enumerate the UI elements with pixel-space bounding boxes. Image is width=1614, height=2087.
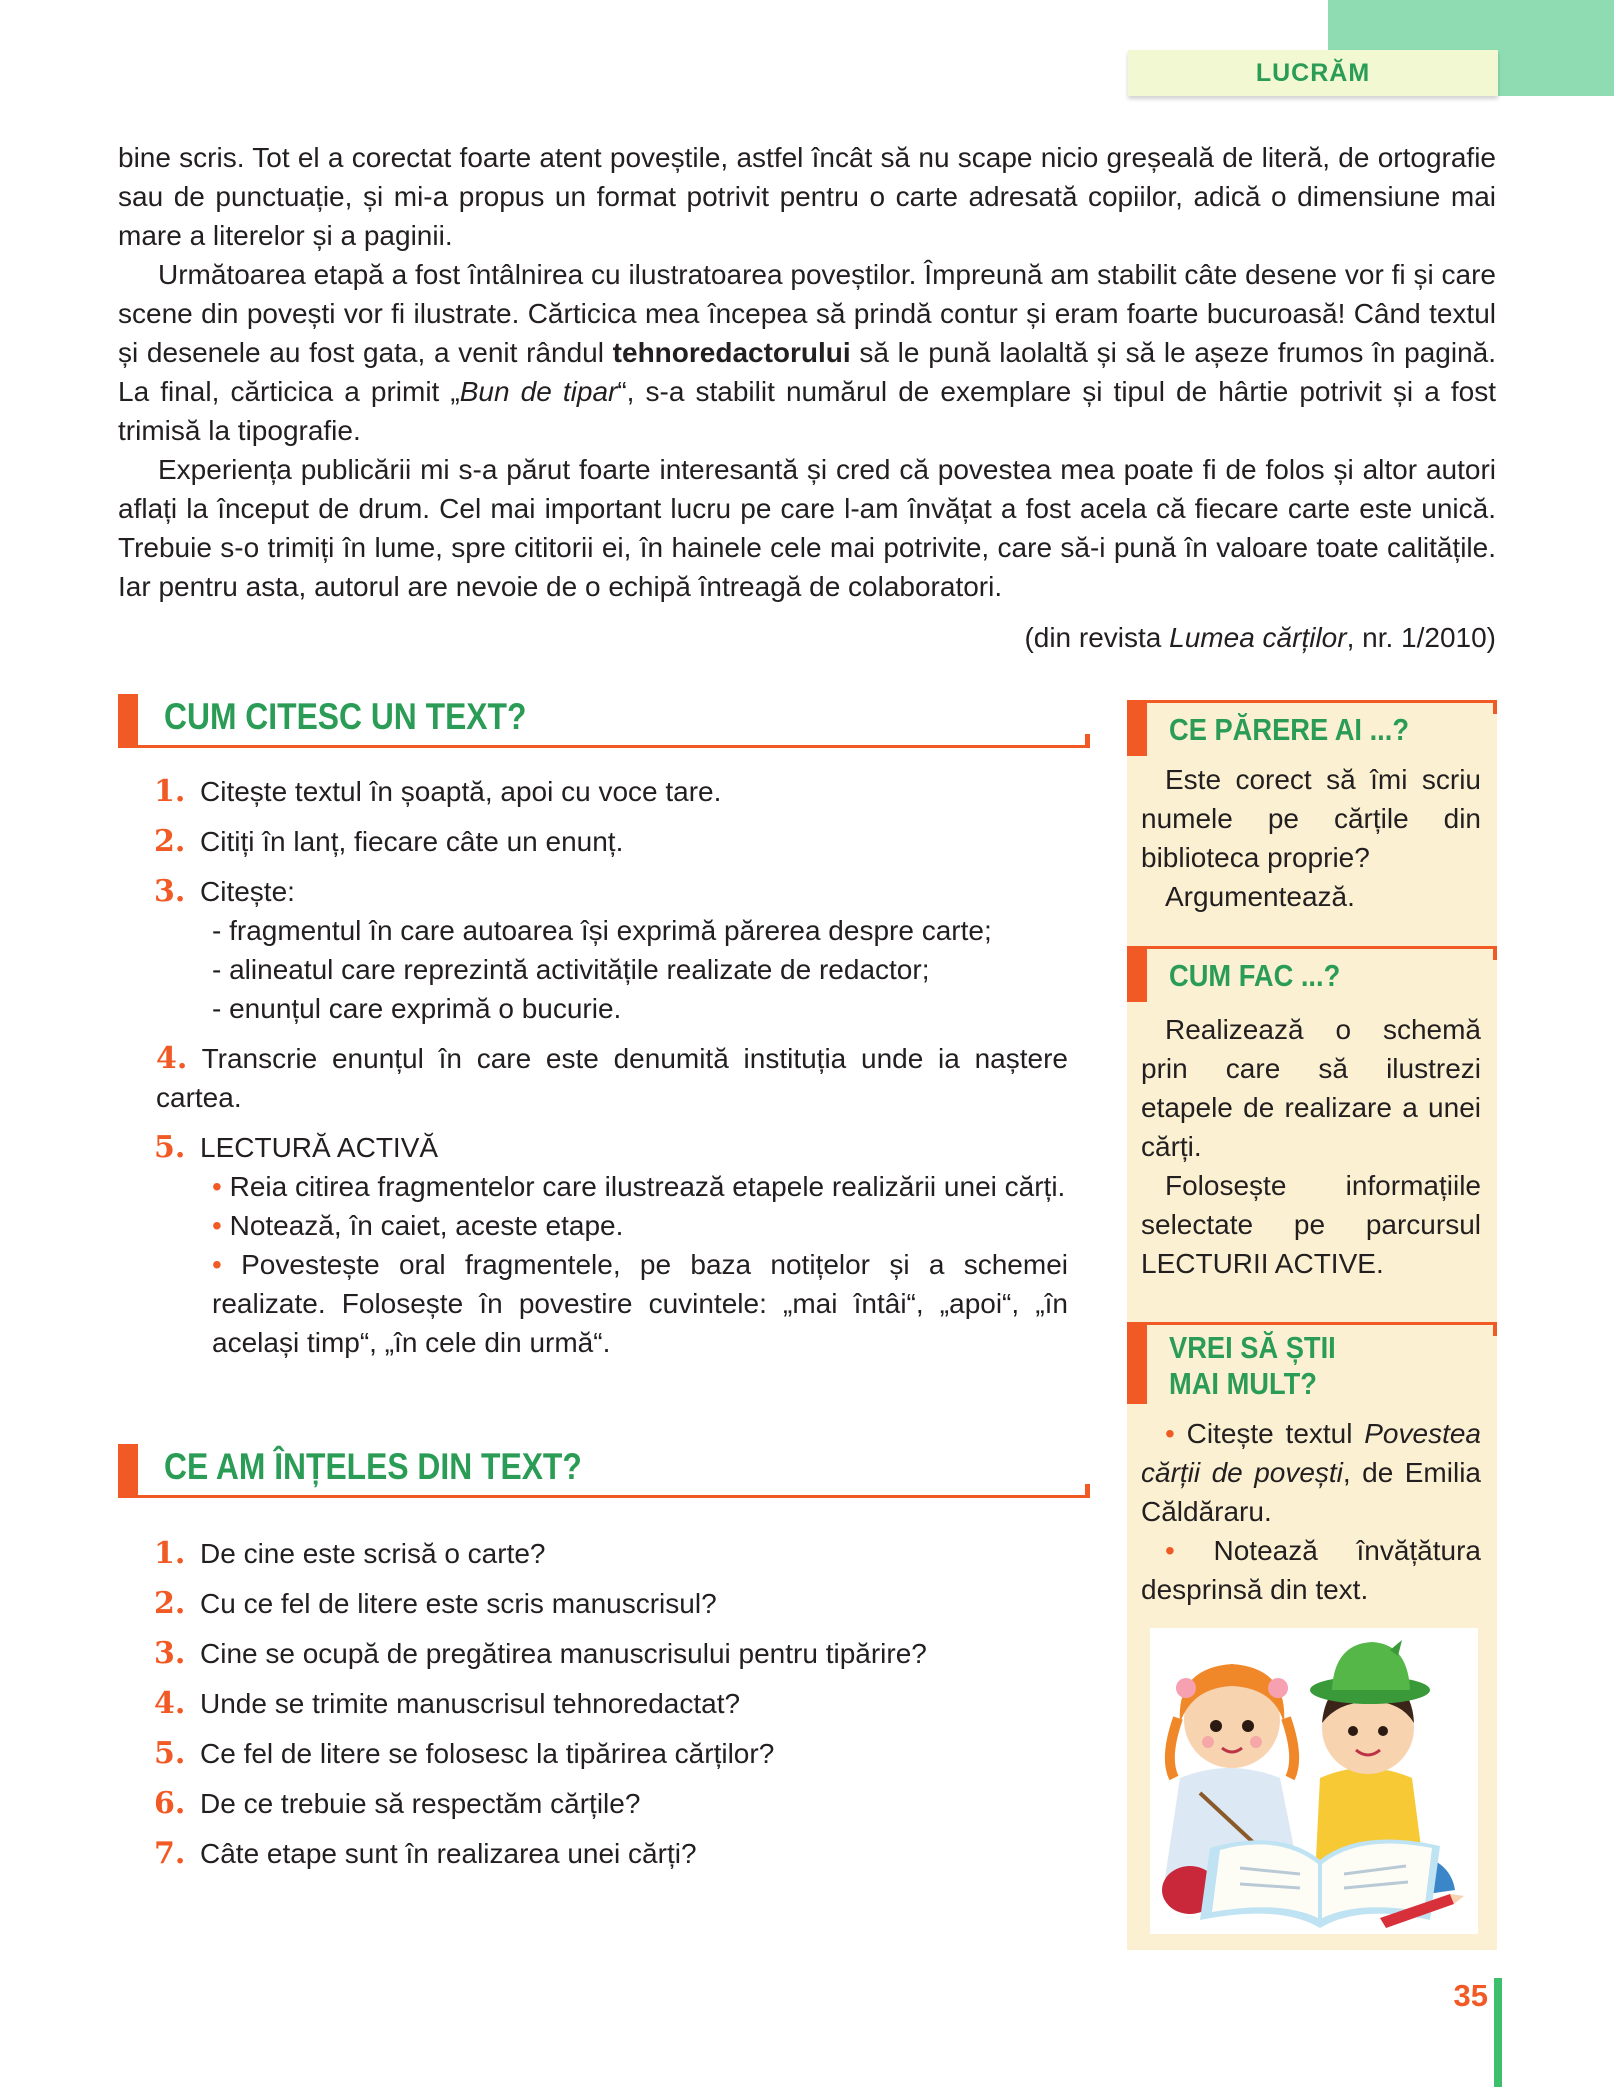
sub-item: - fragmentul în care autoarea își exprimă părerea despre carte; bbox=[212, 915, 992, 946]
list-item: 1. De cine este scrisă o carte? bbox=[154, 1536, 546, 1571]
sidebar-text-how: Realizează o schemă prin care să ilustrezi etapele de realizare a unei cărți. Folosește informațiile selectate pe parcursul LECTURII ACTIVE. bbox=[1141, 1014, 1481, 1279]
bullet-icon: • bbox=[212, 1249, 222, 1280]
list-item: 6. De ce trebuie să respectăm cărțile? bbox=[154, 1786, 641, 1821]
list-item: 7. Câte etape sunt în realizarea unei cărți? bbox=[154, 1836, 697, 1871]
list-item: 3. Citește: - fragmentul în care autoarea își exprimă părerea despre carte; - alineatul care reprezintă activitățile realizate de redactor; - enunțul care exprimă o bucurie. bbox=[118, 872, 1068, 1028]
reading-tasks-list bbox=[118, 772, 1068, 1373]
list-item: 3. Cine se ocupă de pregătirea manuscrisului pentru tipărire? bbox=[154, 1636, 927, 1671]
sub-item: - enunțul care exprimă o bucurie. bbox=[212, 993, 622, 1024]
section-heading-reading bbox=[118, 694, 1090, 748]
sidebar-heading-opinion: CE PĂRERE AI ...? bbox=[1127, 700, 1497, 756]
bold-term: tehnoredactorului bbox=[612, 337, 851, 368]
sidebar-heading-more: VREI SĂ ȘTII MAI MULT? bbox=[1127, 1322, 1497, 1404]
section-tab-label: LUCRĂM bbox=[1128, 50, 1498, 96]
list-item: 1. Citește textul în șoaptă, apoi cu voce tare. bbox=[154, 774, 722, 809]
bullet-icon: • bbox=[212, 1171, 222, 1202]
list-item: 2. Cu ce fel de litere este scris manuscrisul? bbox=[154, 1586, 717, 1621]
bullet-item: • Notează, în caiet, aceste etape. bbox=[212, 1210, 624, 1241]
sub-item: - alineatul care reprezintă activitățile realizate de redactor; bbox=[212, 954, 930, 985]
page-number-bar bbox=[1494, 1978, 1502, 2087]
italic-term: Bun de tipar bbox=[459, 376, 618, 407]
list-item: 2. Citiți în lanț, fiecare câte un enunț. bbox=[154, 824, 624, 859]
sidebar-text-more: • Citește textul Povestea cărții de povești, de Emilia Căldăraru. • Notează învățătura desprinsă din text. bbox=[1141, 1418, 1481, 1605]
intro-paragraph-1: bine scris. Tot el a corectat foarte atent poveștile, astfel încât să nu scape nicio greșeală de literă, de ortografie sau de punctuație, și mi-a propus un format potrivit pentru o carte adresată copiilor, adică o dimensiune mai mare a literelor și a paginii. bbox=[118, 142, 1496, 251]
list-item: 5. Ce fel de litere se folosesc la tipărirea cărților? bbox=[154, 1736, 775, 1771]
page-number: 35 bbox=[1453, 1978, 1488, 2013]
intro-paragraph-3: Experiența publicării mi s-a părut foarte interesantă și cred că povestea mea poate fi de folos și altor autori aflați la început de drum. Cel mai important lucru pe care l-am învățat a fost acela că fiecare carte este unică. Trebuie s-o trimiți în lume, spre cititorii ei, în hainele cele mai potrivite, care să-i pună în valoare toate calitățile. Iar pentru asta, autorul are nevoie de o echipă întreagă de colaboratori. bbox=[118, 454, 1496, 602]
source-citation: (din revista Lumea cărților, nr. 1/2010) bbox=[1024, 622, 1496, 653]
comprehension-questions-list bbox=[118, 1534, 1068, 1884]
list-item: 5. LECTURĂ ACTIVĂ • Reia citirea fragmentelor care ilustrează etapele realizării unei cărți. • Notează, în caiet, aceste etape. • Povestește oral fragmentele, pe baza notițelor și a schemei realizate. Folosește în povestire cuvintele: „mai întâi“, „apoi“, „în același timp“, „în cele din urmă“. bbox=[118, 1128, 1068, 1362]
section-title: CUM CITESC UN TEXT? bbox=[164, 696, 527, 737]
bullet-item: • Reia citirea fragmentelor care ilustrează etapele realizării unei cărți. bbox=[212, 1171, 1066, 1202]
intro-paragraph-2: Următoarea etapă a fost întâlnirea cu ilustratoarea poveștilor. Împreună am stabilit câte desene vor fi și care scene din povești vor fi ilustrate. Cărticica mea începea să prindă contur și eram foarte bucuroasă! Când textul și desenele au fost gata, a venit rândul tehnoredactorului să le pună laolaltă și să le așeze frumos în pagină. La final, cărticica a primit „Bun de tipar“, s-a stabilit numărul de exemplare și tipul de hârtie potrivit și a fost trimisă la tipografie. bbox=[118, 259, 1496, 446]
section-heading-understanding bbox=[118, 1444, 1090, 1498]
intro-text bbox=[118, 138, 1496, 606]
section-title: CE AM ÎNȚELES DIN TEXT? bbox=[164, 1446, 582, 1487]
bullet-item: • Povestește oral fragmentele, pe baza notițelor și a schemei realizate. Folosește în povestire cuvintele: „mai întâi“, „apoi“, „în același timp“, „în cele din urmă“. bbox=[212, 1249, 1068, 1358]
sidebar-text-opinion: Este corect să îmi scriu numele pe cărțile din biblioteca proprie? Argumentează. bbox=[1141, 764, 1481, 912]
list-item: 4. Transcrie enunțul în care este denumită instituția unde ia naștere cartea. bbox=[156, 1041, 1068, 1113]
bullet-icon: • bbox=[1165, 1418, 1175, 1449]
sidebar-heading-how: CUM FAC ...? bbox=[1127, 946, 1497, 1002]
bullet-icon: • bbox=[1165, 1535, 1175, 1566]
children-reading-book-icon bbox=[1150, 1628, 1478, 1934]
list-item: 4. Unde se trimite manuscrisul tehnoredactat? bbox=[154, 1686, 741, 1721]
bullet-icon: • bbox=[212, 1210, 222, 1241]
children-reading-illustration bbox=[1150, 1628, 1478, 1934]
